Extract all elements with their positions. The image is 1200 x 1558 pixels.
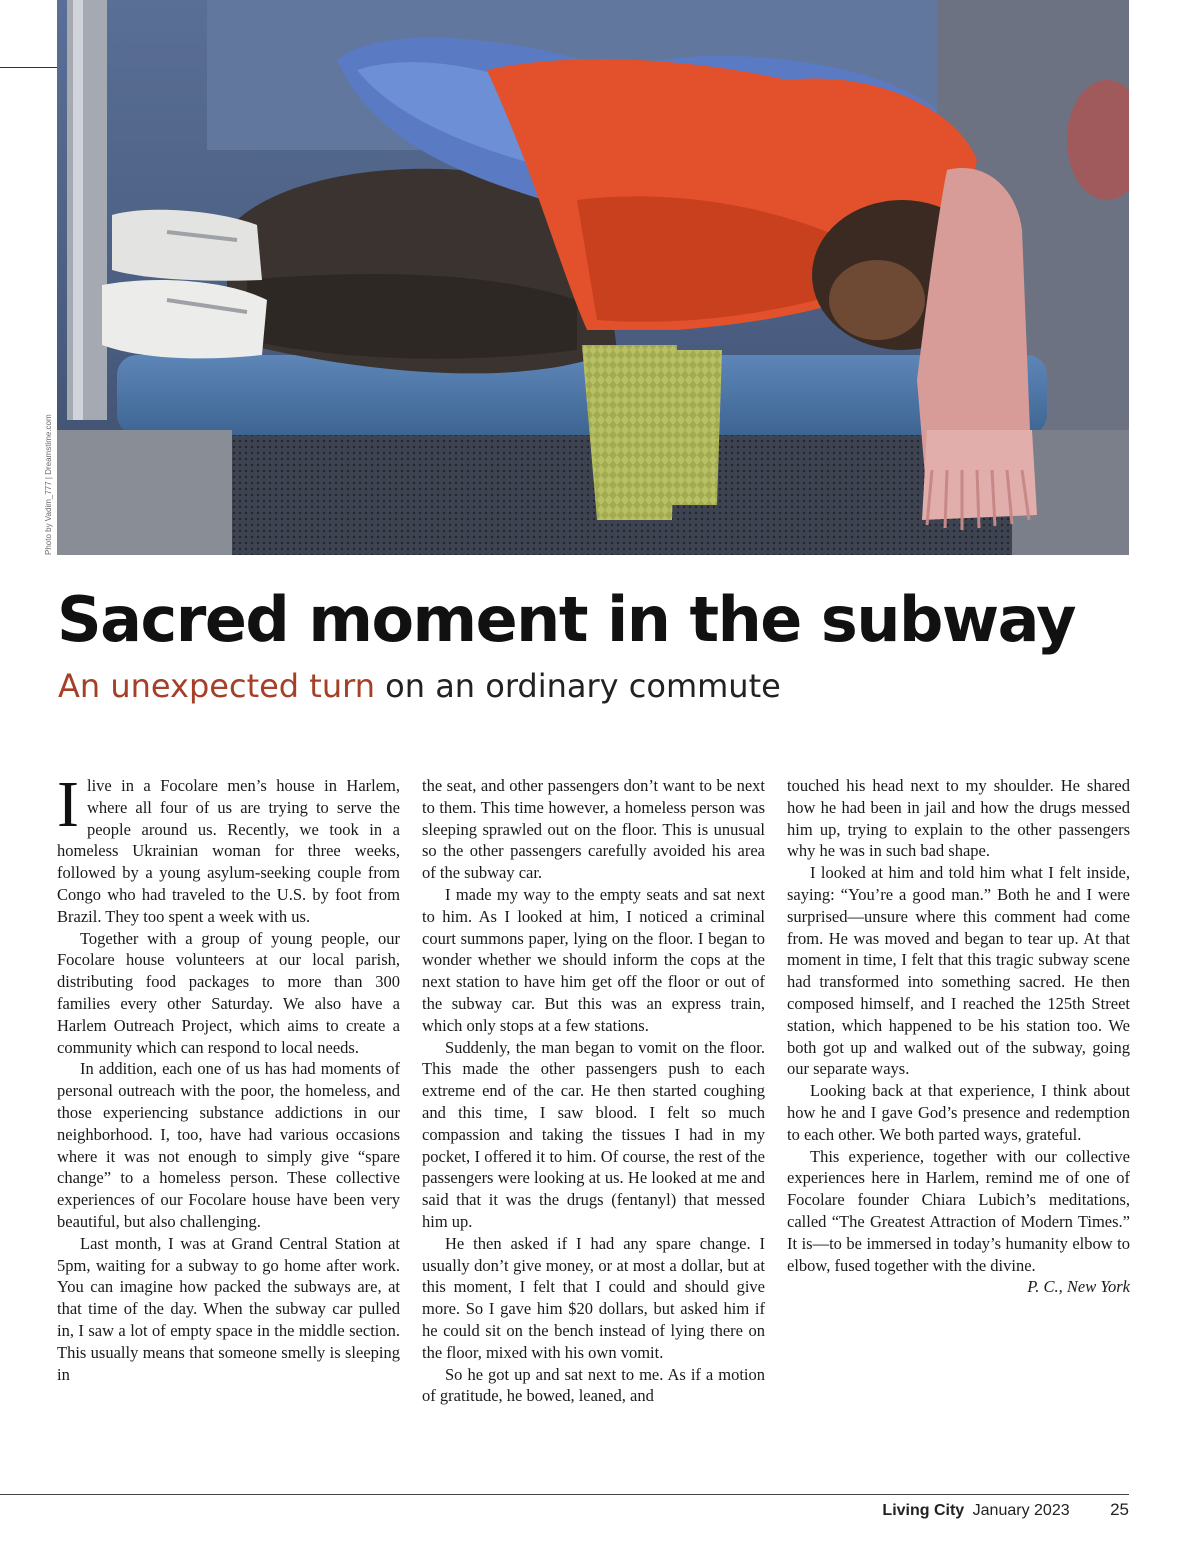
page-footer <box>882 1500 1129 1524</box>
paragraph: touched his head next to my shoulder. He shared how he had been in jail and how the drugs messed him up, trying to explain to the other passengers why he was in such bad shape. <box>787 776 1130 861</box>
sleeping-man-illustration <box>57 0 1129 555</box>
article-title: Sacred moment in the subway <box>57 583 1075 656</box>
paragraph-text: live in a Focolare men’s house in Harlem, where all four of us are trying to serve the people around us. Recently, we took in a homeless Ukrainian woman for three weeks, followed by a young asylum-seeking couple from Congo who had traveled to the U.S. by foot from Brazil. They too spent a week with us. <box>57 776 400 926</box>
paragraph: Last month, I was at Grand Central Station at 5pm, waiting for a subway to go home after work. You can imagine how packed the subways are, at that time of the day. When the subway car pulled in, I saw a lot of empty space in the middle section. This usually means that someone smelly is sleeping in <box>57 1233 400 1384</box>
column-3 <box>787 775 1130 1298</box>
article-photo <box>57 0 1129 555</box>
footer-rule <box>0 1494 1129 1495</box>
column-2 <box>422 775 765 1407</box>
paragraph: the seat, and other passengers don’t want to be next to them. This time however, a homeless person was sleeping sprawled out on the floor. This is unusual so the other passengers carefully avoided his area of the subway car. <box>422 776 765 883</box>
deck-rest: on an ordinary commute <box>374 667 781 705</box>
issue-date: January 2023 <box>972 1502 1070 1519</box>
paragraph <box>57 768 400 928</box>
paragraph: In addition, each one of us has had moments of personal outreach with the poor, the homeless, and those experiencing substance addictions in our neighborhood. I, too, have had various occasions where it was not enough to simply give “spare change” to a homeless person. These collective experiences of our Focolare house have been very beautiful, but also challenging. <box>57 1059 400 1231</box>
paragraph: Suddenly, the man began to vomit on the floor. This made the other passengers push to each extreme end of the car. He then started coughing and this time, I saw blood. I felt so much compassion and taking the tissues I had in my pocket, I offered it to him. Of course, the rest of the passengers were looking at us. He looked at me and said that it was the drugs (fentanyl) that messed him up. <box>422 1037 765 1231</box>
paragraph: This experience, together with our collective experiences here in Harlem, remind me of one of Focolare founder Chiara Lubich’s meditations, called “The Greatest Attraction of Modern Times.” It is—to be immersed in today’s humanity elbow to elbow, fused together with the divine. <box>787 1146 1130 1275</box>
drop-cap: I <box>57 768 79 841</box>
paragraph: So he got up and sat next to me. As if a motion of gratitude, he bowed, leaned, and <box>422 1364 765 1406</box>
paragraph: Together with a group of young people, our Focolare house volunteers at our local parish, distributing food packages to more than 300 families every other Saturday. We also have a Harlem Outreach Project, which aims to create a community which can respond to local needs. <box>57 928 400 1057</box>
photo-credit: Photo by Vadim_777 | Dreamstime.com <box>44 414 53 555</box>
paragraph: I made my way to the empty seats and sat next to him. As I looked at him, I noticed a criminal court summons paper, lying on the floor. I began to wonder whether we should inform the cops at the next station to have him get off the floor or out of the subway car. But this was an express train, which only stops at a few stations. <box>422 884 765 1035</box>
magazine-name: Living City <box>882 1502 965 1519</box>
column-1 <box>57 768 400 1385</box>
article-deck <box>58 664 781 708</box>
deck-accent: An unexpected turn <box>58 667 375 705</box>
paragraph: Looking back at that experience, I think about how he and I gave God’s presence and redemption to each other. We both parted ways, grateful. <box>787 1081 1130 1144</box>
author-signature: P. C., New York <box>1027 1277 1130 1297</box>
paragraph: He then asked if I had any spare change. I usually don’t give money, or at most a dollar, but at this moment, I felt that I could and should give more. So I gave him $20 dollars, but asked him if he could sit on the bench instead of lying there on the floor, mixed with his own vomit. <box>422 1233 765 1362</box>
page-number: 25 <box>1110 1500 1129 1519</box>
paragraph: I looked at him and told him what I felt inside, saying: “You’re a good man.” Both he and I were surprised—unsure where this comment had come from. He was moved and began to tear up. At that moment in time, I felt that this tragic subway scene had transformed into something sacred. He then composed himself, and I reached the 125th Street station, which happened to be his station too. We both got up and walked out of the subway, going our separate ways. <box>787 863 1130 1079</box>
